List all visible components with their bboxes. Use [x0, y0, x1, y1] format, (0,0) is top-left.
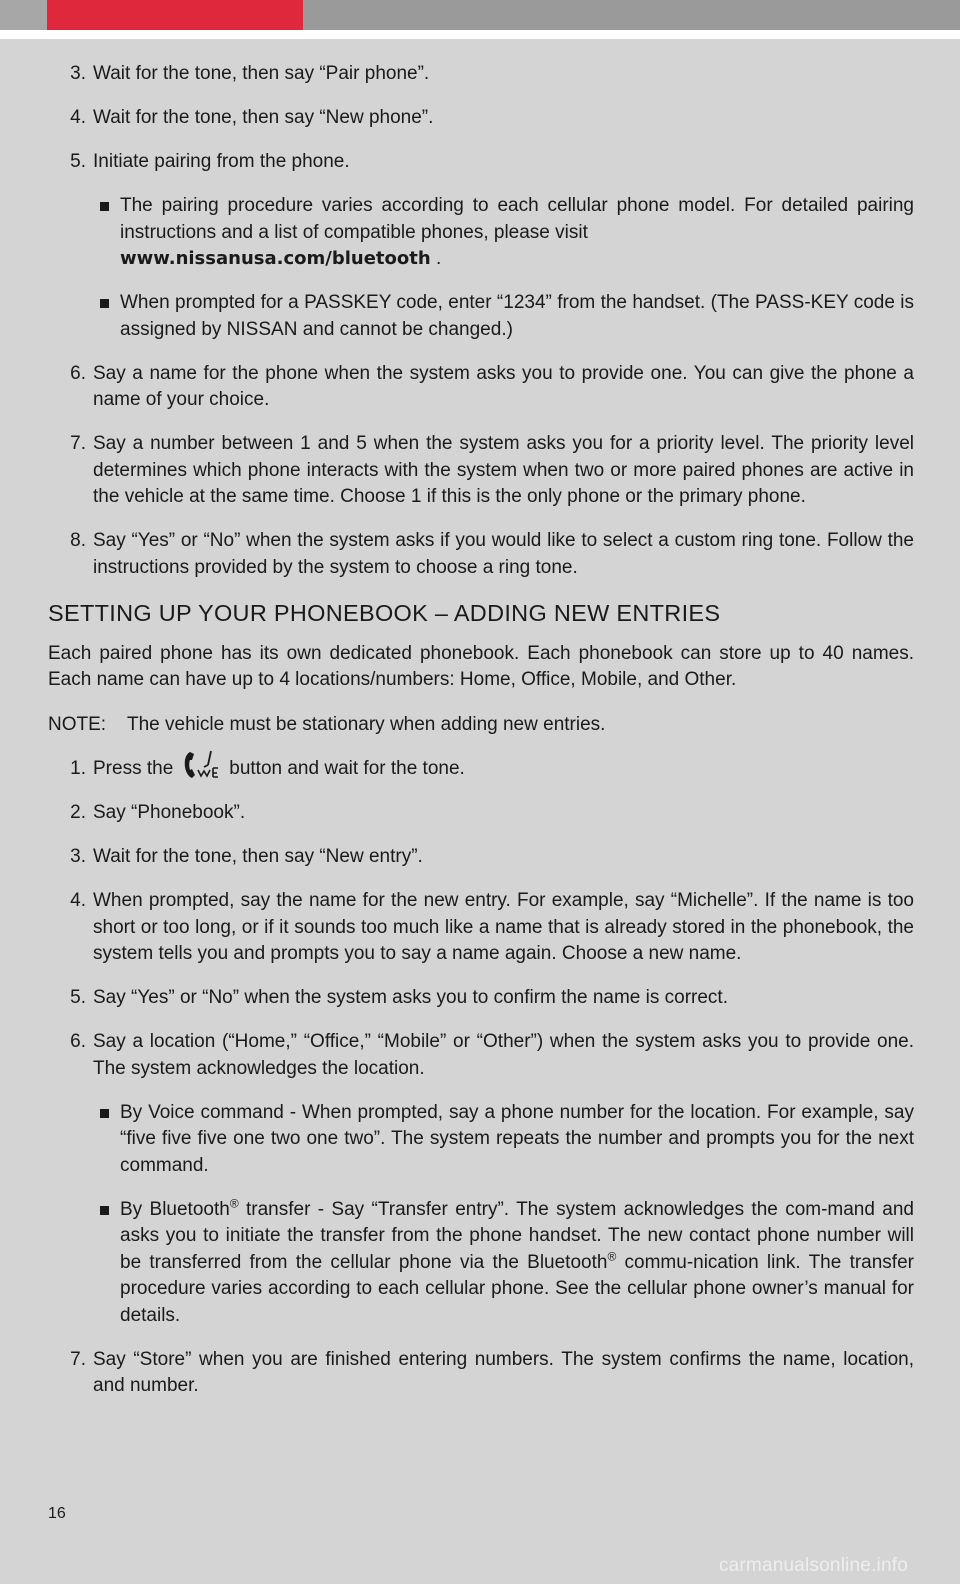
registered-mark: ®: [229, 1196, 239, 1211]
step-store: [48, 1347, 914, 1400]
bullet-text-end: .: [430, 248, 442, 269]
square-bullet-icon: [100, 299, 109, 308]
bullet-voice-command: [48, 1100, 914, 1180]
square-bullet-icon: [100, 202, 109, 211]
step-number: 8.: [70, 530, 86, 551]
step-number: 2.: [70, 802, 86, 824]
note-label: NOTE:: [48, 713, 107, 735]
step-text: Say a name for the phone when the system asks you to provide one. You can give the phone a name of your choice.: [93, 362, 914, 410]
step-press-button: [48, 756, 914, 783]
bullet-text: The pairing procedure varies according to each cellular phone model. For detailed pairing instructions and a list of compatible phones, please visit: [120, 195, 914, 243]
step-confirm-name: [48, 985, 914, 1012]
top-bar: [0, 0, 960, 30]
step-number: 4.: [70, 890, 86, 912]
bullet-pairing-procedure: [48, 193, 914, 273]
bullet-text: When prompted for a PASSKEY code, enter “1234” from the handset. (The PASS-KEY code is assigned by NISSAN and cannot be changed.): [120, 292, 914, 340]
step-text: Say a location (“Home,” “Office,” “Mobile” or “Other”) when the system asks you to provide one. The system acknowledges the location.: [93, 1031, 914, 1079]
step-text: Wait for the tone, then say “Pair phone”.: [93, 63, 430, 84]
note-text: The vehicle must be stationary when adding new entries.: [127, 713, 606, 735]
step-text: Say a number between 1 and 5 when the system asks you for a priority level. The priority level determines which phone interacts with the system when two or more paired phones are active in the vehicle at the same time. Choose 1 if this is the only phone or the primary phone.: [93, 433, 914, 507]
step-ring-tone: [48, 528, 914, 581]
step-text: Wait for the tone, then say “New entry”.: [93, 846, 423, 868]
step-priority-level: [48, 431, 914, 511]
bullet-text-1: By Bluetooth: [120, 1198, 230, 1220]
step-say-phonebook: [48, 800, 914, 827]
phone-voice-button-icon: [177, 748, 227, 782]
step-number: 1.: [70, 758, 86, 779]
bullet-text-3: commu-nication link. The transfer procedure varies according to each cellular phone. See the cellular phone owner’s manual for details.: [120, 1251, 914, 1326]
square-bullet-icon: [100, 1206, 109, 1215]
step-say-name: [48, 888, 914, 968]
step-text: Say “Store” when you are finished entering numbers. The system confirms the name, location, and number.: [93, 1348, 914, 1397]
step-text: Wait for the tone, then say “New phone”.: [93, 107, 434, 128]
bullet-text-2: transfer - Say “Transfer entry”. The system acknowledges the com-mand and asks you to initiate the transfer from the phone handset. The new contact phone number will be transferred from the cellular phone via the Bluetooth: [120, 1198, 914, 1273]
step-name-phone: [48, 361, 914, 414]
step-text: Say “Yes” or “No” when the system asks you to confirm the name is correct.: [93, 987, 728, 1009]
bullet-text: By Voice command - When prompted, say a phone number for the location. For example, say “five five five one two one two”. The system repeats the number and prompts you for the next command.: [120, 1101, 914, 1176]
bullet-passkey: [48, 290, 914, 343]
step-text-pre: Press the: [93, 758, 174, 780]
step-number: 7.: [70, 1348, 86, 1370]
top-stripe: [0, 30, 960, 39]
section-intro: Each paired phone has its own dedicated phonebook. Each phonebook can store up to 40 names. Each name can have up to 4 locations/numbers: Home, Office, Mobile, and Other.: [48, 642, 914, 690]
manual-content: [48, 61, 914, 1417]
step-number: 3.: [70, 63, 86, 84]
bullet-bluetooth-transfer: [48, 1197, 914, 1330]
step-new-entry: [48, 844, 914, 871]
step-text-post: button and wait for the tone.: [229, 758, 465, 780]
step-number: 5.: [70, 987, 86, 1009]
registered-mark: ®: [607, 1249, 617, 1264]
square-bullet-icon: [100, 1109, 109, 1118]
step-number: 7.: [70, 433, 86, 454]
step-text: Say “Yes” or “No” when the system asks if you would like to select a custom ring tone. Follow the instructions provided by the system to choose a ring tone.: [93, 530, 914, 578]
step-initiate-pairing: [48, 149, 914, 176]
step-number: 4.: [70, 107, 86, 128]
step-number: 5.: [70, 151, 86, 172]
section-heading: SETTING UP YOUR PHONEBOOK – ADDING NEW ENTRIES: [48, 599, 721, 626]
step-text: Say “Phonebook”.: [93, 802, 246, 824]
step-number: 3.: [70, 846, 86, 868]
top-bar-red-tab: [47, 0, 303, 30]
page-number: 16: [48, 1505, 66, 1522]
step-new-phone: [48, 105, 914, 132]
top-bar-grey-tab: [0, 0, 47, 30]
step-number: 6.: [70, 362, 86, 384]
note: [48, 712, 914, 739]
step-number: 6.: [70, 1031, 86, 1053]
step-say-location: [48, 1029, 914, 1082]
step-pair-phone: [48, 61, 914, 88]
step-text: When prompted, say the name for the new entry. For example, say “Michelle”. If the name is too short or too long, or if it sounds too much like a name that is already stored in the phonebook, the system tells you and prompts you to say a name again. Choose a new name.: [93, 890, 914, 965]
watermark: carmanualsonline.info: [718, 1555, 908, 1576]
step-text: Initiate pairing from the phone.: [93, 151, 350, 172]
bluetooth-url-link[interactable]: www.nissanusa.com/bluetooth: [120, 248, 431, 269]
